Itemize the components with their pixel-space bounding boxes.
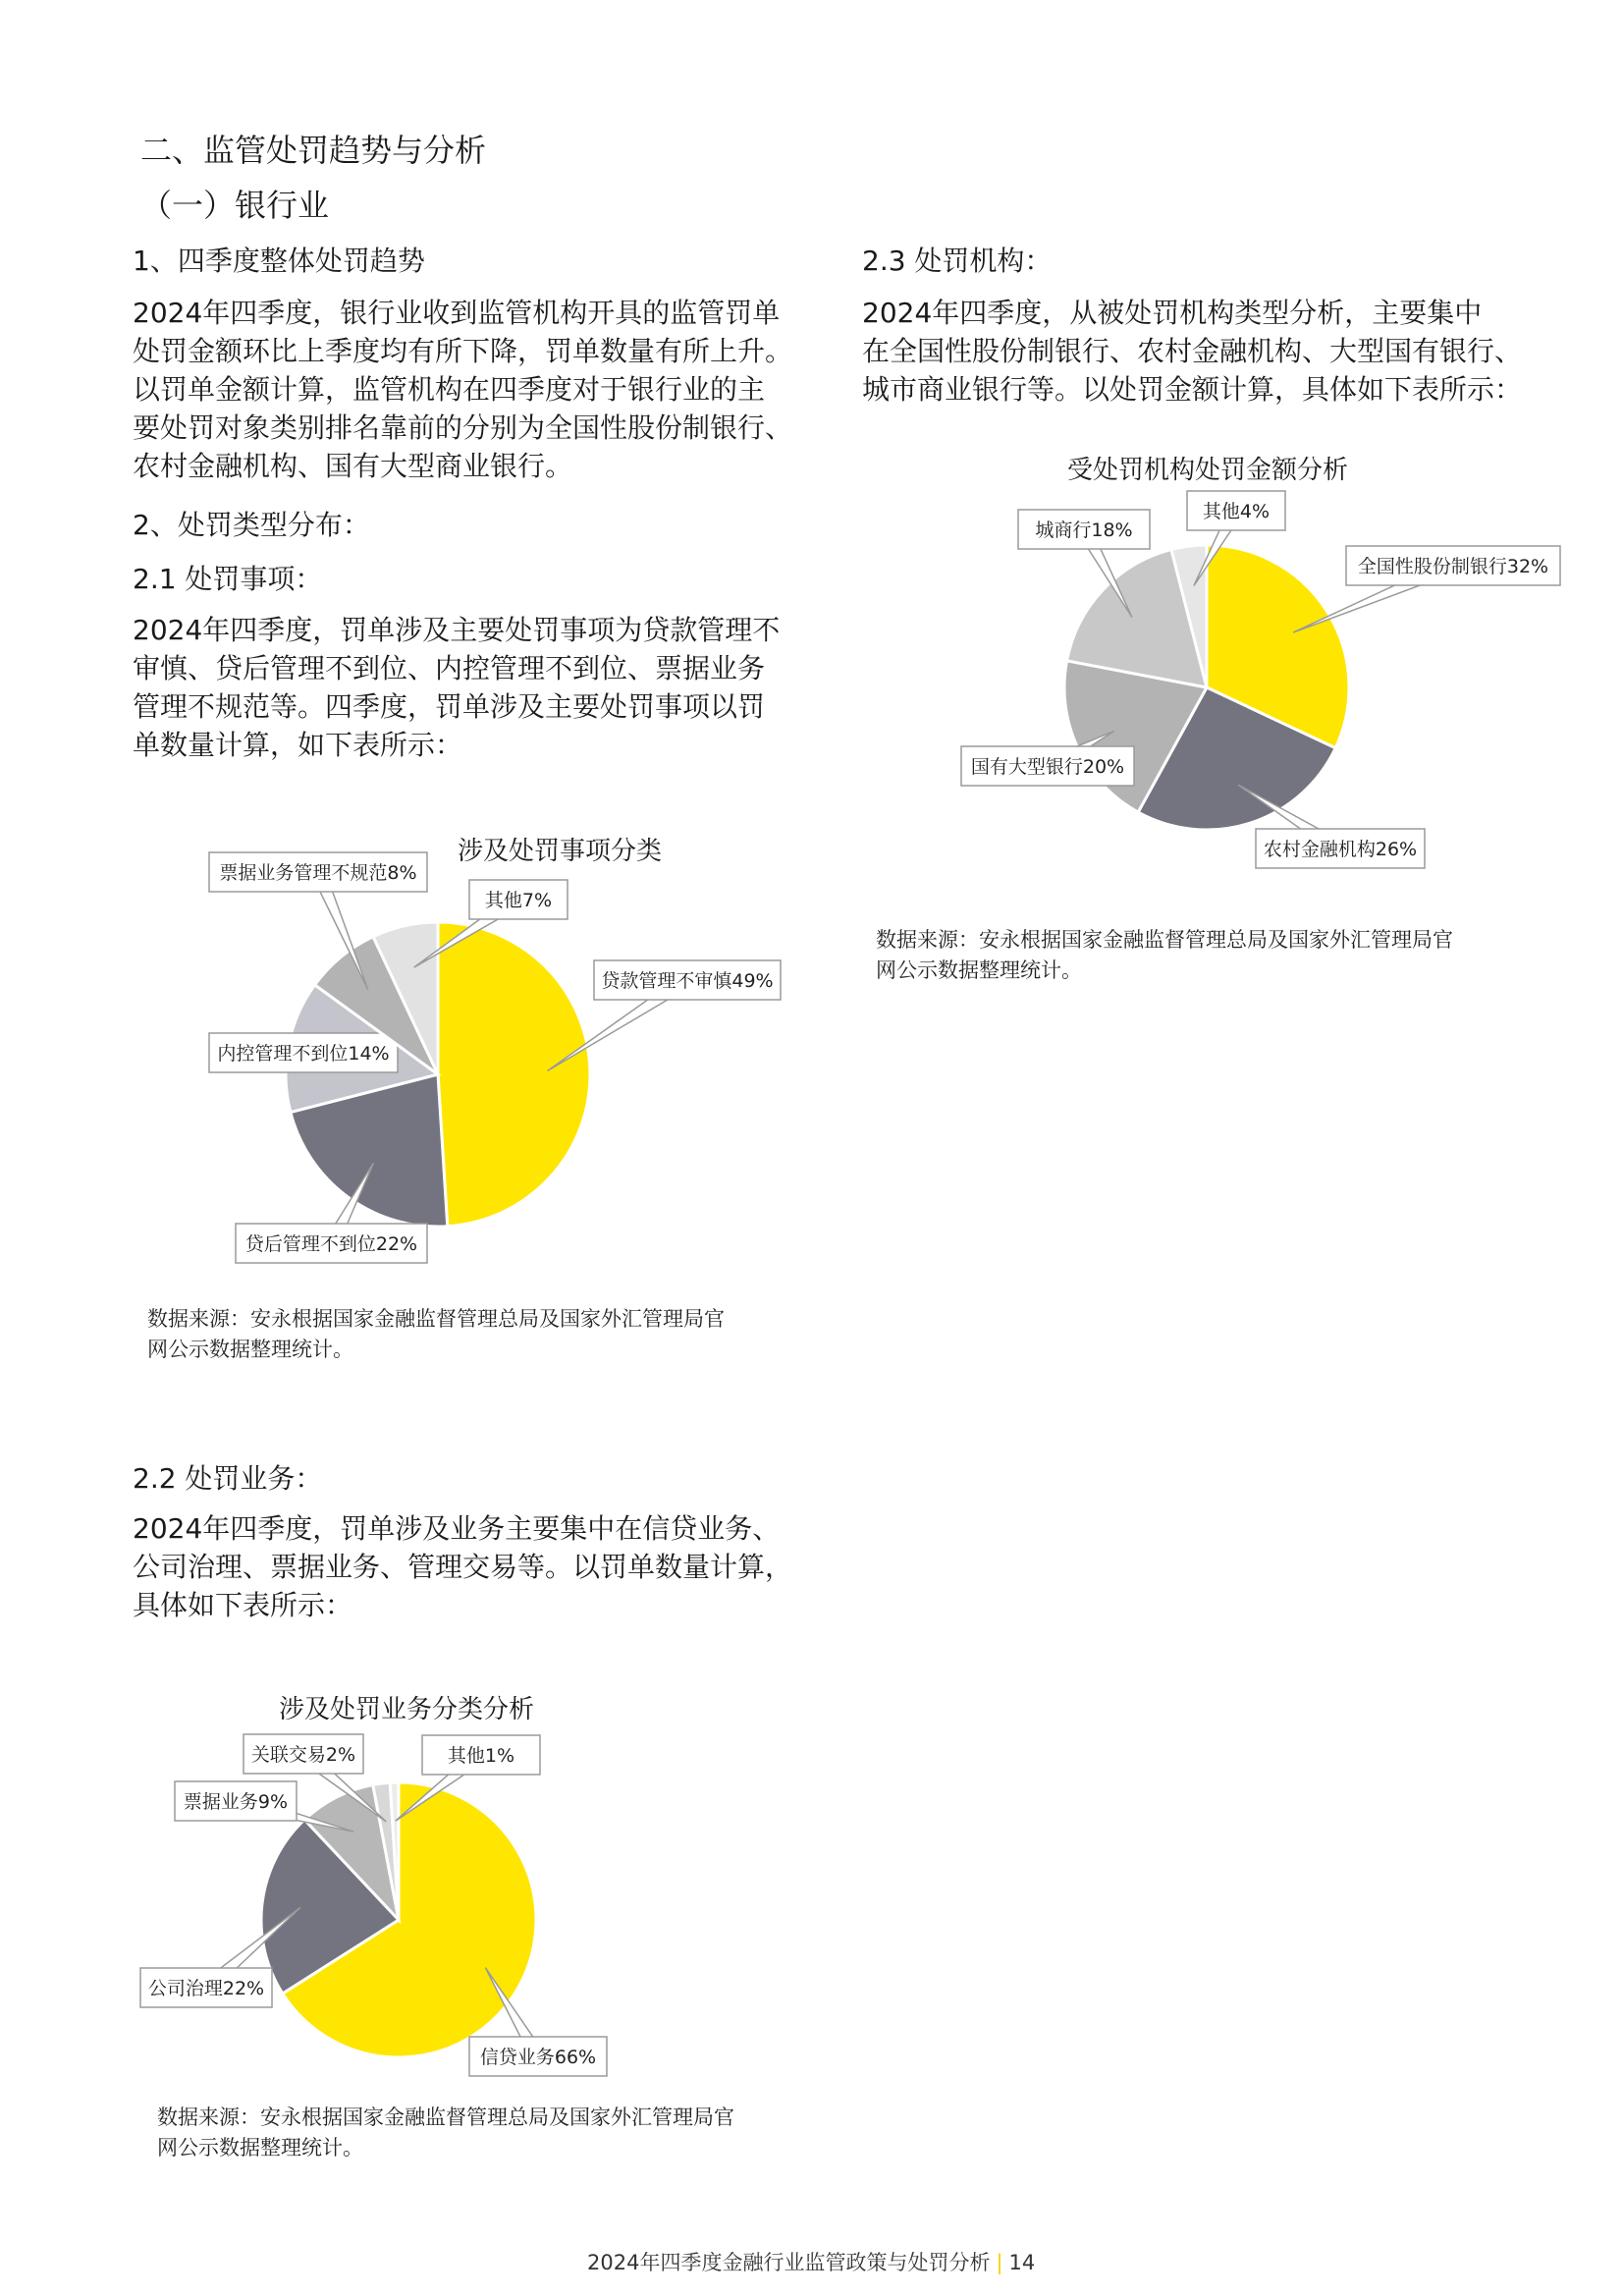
business-line: 具体如下表所示：: [133, 1589, 353, 1621]
source-line: 网公示数据整理统计。: [157, 2136, 363, 2159]
subsection-heading: （一）银行业: [140, 187, 330, 224]
chart-3-title: 受处罚机构处罚金额分析: [1067, 456, 1349, 485]
matters-line: 审慎、贷后管理不到位、内控管理不到位、票据业务: [133, 652, 766, 684]
source-line: 网公示数据整理统计。: [876, 958, 1082, 982]
trend-line: 以罚单金额计算，监管机构在四季度对于银行业的主: [133, 373, 766, 406]
matters-line: 管理不规范等。四季度，罚单涉及主要处罚事项以罚: [133, 690, 766, 723]
data-label: 城商行18%: [1035, 519, 1133, 541]
trend-line: 要处罚对象类别排名靠前的分别为全国性股份制银行、: [133, 411, 793, 444]
matters-line: 2024年四季度，罚单涉及主要处罚事项为贷款管理不: [133, 614, 781, 646]
source-line: 网公示数据整理统计。: [147, 1338, 353, 1361]
type-dist-title: 2、处罚类型分布：: [133, 509, 370, 541]
data-label: 关联交易2%: [250, 1744, 356, 1766]
trend-title: 1、四季度整体处罚趋势: [133, 245, 425, 277]
business-line: 公司治理、票据业务、管理交易等。以罚单数量计算，: [133, 1551, 793, 1583]
data-label: 其他4%: [1202, 501, 1271, 522]
institutions-line: 2024年四季度，从被处罚机构类型分析，主要集中: [862, 297, 1483, 329]
footer-title: 2024年四季度金融行业监管政策与处罚分析: [587, 2251, 991, 2274]
data-label: 内控管理不到位14%: [217, 1043, 390, 1065]
data-label: 公司治理22%: [147, 1978, 265, 1999]
trend-line: 2024年四季度，银行业收到监管机构开具的监管罚单: [133, 297, 781, 329]
source-line: 数据来源：安永根据国家金融监督管理总局及国家外汇管理局官: [876, 928, 1453, 952]
data-label: 其他1%: [447, 1745, 515, 1767]
data-label: 信贷业务66%: [479, 2047, 597, 2068]
chart-2-title: 涉及处罚业务分类分析: [279, 1695, 535, 1724]
business-line: 2024年四季度，罚单涉及业务主要集中在信贷业务、: [133, 1512, 781, 1545]
data-label: 贷后管理不到位22%: [244, 1233, 418, 1255]
chart-1-title: 涉及处罚事项分类: [458, 837, 663, 866]
source-line: 数据来源：安永根据国家金融监督管理总局及国家外汇管理局官: [147, 1307, 725, 1331]
matters-line: 单数量计算，如下表所示：: [133, 729, 463, 761]
data-label: 农村金融机构26%: [1263, 839, 1418, 860]
data-label: 国有大型银行20%: [970, 756, 1125, 778]
section-heading: 二、监管处罚趋势与分析: [140, 132, 487, 169]
footer-separator: |: [996, 2251, 1003, 2274]
data-label: 其他7%: [484, 890, 553, 911]
trend-line: 处罚金额环比上季度均有所下降，罚单数量有所上升。: [133, 335, 793, 367]
data-label: 全国性股份制银行32%: [1357, 556, 1549, 577]
data-label: 贷款管理不审慎49%: [601, 970, 774, 992]
source-line: 数据来源：安永根据国家金融监督管理总局及国家外汇管理局官: [157, 2105, 734, 2129]
matters-title: 2.1 处罚事项：: [133, 563, 323, 595]
data-label: 票据业务管理不规范8%: [219, 862, 417, 884]
institutions-title: 2.3 处罚机构：: [862, 245, 1053, 277]
trend-line: 农村金融机构、国有大型商业银行。: [133, 450, 573, 482]
page-number: 14: [1008, 2251, 1036, 2274]
institutions-line: 城市商业银行等。以处罚金额计算，具体如下表所示：: [862, 373, 1523, 406]
chart-3-source: [876, 925, 1453, 986]
page-footer: [587, 2247, 1035, 2276]
institutions-line: 在全国性股份制银行、农村金融机构、大型国有银行、: [862, 335, 1523, 367]
business-title: 2.2 处罚业务：: [133, 1462, 323, 1495]
data-label: 票据业务9%: [183, 1791, 289, 1813]
